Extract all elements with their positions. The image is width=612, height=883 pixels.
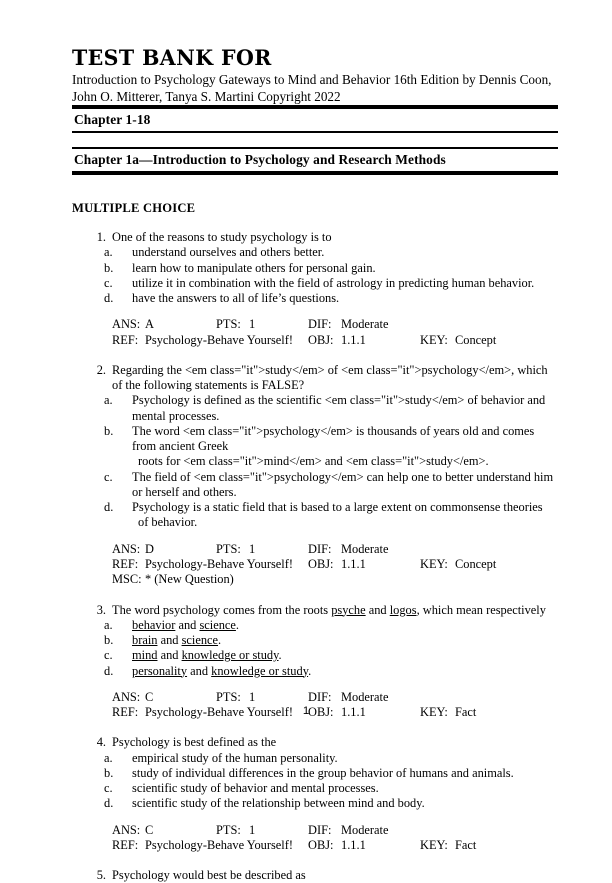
ref-value: Psychology-Behave Yourself!	[145, 705, 293, 720]
msc-label: MSC:	[112, 572, 142, 587]
obj-label: OBJ:	[308, 705, 334, 720]
question-stem	[72, 735, 558, 750]
question-number: 5.	[96, 868, 106, 883]
key-value: Concept	[455, 556, 497, 571]
pts-label: PTS:	[216, 689, 241, 704]
metadata-row-ans	[112, 317, 558, 332]
question-stem-text: The word psychology comes from the roots psyche and logos, which mean respectively	[112, 602, 546, 617]
option-letter: c.	[104, 648, 113, 663]
question-stem	[72, 363, 558, 394]
option-item[interactable]	[72, 664, 558, 679]
option-item[interactable]	[72, 618, 558, 633]
dif-value: Moderate	[341, 689, 389, 704]
dif-value: Moderate	[341, 822, 389, 837]
msc-value: * (New Question)	[145, 572, 234, 587]
option-item[interactable]	[72, 261, 558, 276]
option-text-continued: roots for <em class="it">mind</em> and <em class="it">study</em>.	[138, 454, 489, 469]
option-item[interactable]	[72, 291, 558, 306]
dif-label: DIF:	[308, 689, 332, 704]
document-subtitle: Introduction to Psychology Gateways to Mind and Behavior 16th Edition by Dennis Coon, John O. Mitterer, Tanya S. Martini Copyright 2022	[72, 71, 552, 104]
option-list	[72, 245, 558, 306]
option-list	[72, 618, 558, 679]
question-list	[72, 230, 558, 883]
option-letter: b.	[104, 765, 114, 780]
option-text: scientific study of behavior and mental processes.	[132, 781, 379, 796]
question-number: 1.	[96, 230, 106, 245]
option-text: empirical study of the human personality.	[132, 750, 338, 765]
question-number: 3.	[96, 602, 106, 617]
option-letter: d.	[104, 663, 114, 678]
metadata-row-ref	[112, 838, 558, 853]
option-letter: a.	[104, 393, 113, 408]
metadata-row-ans	[112, 542, 558, 557]
ref-label: REF:	[112, 705, 139, 720]
option-text: brain and science.	[132, 633, 222, 647]
ans-label: ANS:	[112, 317, 141, 332]
ans-value: C	[145, 822, 154, 837]
option-item[interactable]	[72, 470, 558, 501]
metadata-row-ref	[112, 333, 558, 348]
question-stem	[72, 603, 558, 618]
option-letter: b.	[104, 633, 114, 647]
option-text: behavior and science.	[132, 617, 240, 632]
question-spacer	[72, 720, 558, 735]
ref-value: Psychology-Behave Yourself!	[145, 332, 293, 347]
obj-label: OBJ:	[308, 556, 334, 571]
ans-label: ANS:	[112, 689, 141, 704]
question	[72, 363, 558, 588]
pts-label: PTS:	[216, 317, 241, 332]
ans-value: D	[145, 541, 154, 556]
chapter-range-heading: Chapter 1-18	[74, 112, 151, 128]
option-letter: d.	[104, 291, 114, 306]
option-text: The word <em class="it">psychology</em> is thousands of years old and comes from ancient Greek	[132, 423, 535, 454]
question-stem-text: Psychology would best be described as	[112, 868, 306, 883]
option-list	[72, 751, 558, 812]
ref-label: REF:	[112, 332, 139, 347]
option-text: personality and knowledge or study.	[132, 663, 312, 678]
obj-value: 1.1.1	[341, 332, 366, 347]
key-value: Fact	[455, 837, 477, 852]
option-item[interactable]	[72, 393, 558, 424]
pts-value: 1	[249, 541, 256, 556]
question	[72, 868, 558, 883]
rule-thick-below-chapter	[72, 171, 558, 175]
option-text: Psychology is defined as the scientific <em class="it">study</em> of behavior and mental processes.	[132, 393, 546, 423]
obj-value: 1.1.1	[341, 837, 366, 852]
option-item[interactable]	[72, 500, 558, 531]
option-letter: c.	[104, 469, 113, 484]
question-metadata	[72, 317, 558, 348]
question-stem-text: Psychology is best defined as the	[112, 735, 277, 750]
document-title: TEST BANK FOR	[72, 44, 272, 71]
option-item[interactable]	[72, 796, 558, 811]
pts-value: 1	[249, 822, 256, 837]
rule-spacer	[72, 133, 558, 147]
question-spacer	[72, 853, 558, 868]
obj-value: 1.1.1	[341, 705, 366, 720]
key-label: KEY:	[420, 332, 448, 347]
pts-label: PTS:	[216, 822, 241, 837]
section-heading: MULTIPLE CHOICE	[72, 201, 196, 216]
pts-label: PTS:	[216, 541, 241, 556]
ref-label: REF:	[112, 556, 139, 571]
option-text: utilize it in combination with the field of astrology in predicting human behavior.	[132, 275, 535, 290]
ref-label: REF:	[112, 837, 139, 852]
option-letter: c.	[104, 275, 113, 290]
question-number: 4.	[96, 735, 106, 750]
option-item[interactable]	[72, 424, 558, 470]
option-item[interactable]	[72, 245, 558, 260]
ref-value: Psychology-Behave Yourself!	[145, 556, 293, 571]
option-text: scientific study of the relationship between mind and body.	[132, 796, 425, 811]
option-text: study of individual differences in the group behavior of humans and animals.	[132, 765, 514, 780]
option-text: have the answers to all of life’s questions.	[132, 291, 340, 306]
option-text: learn how to manipulate others for personal gain.	[132, 260, 376, 275]
option-text: The field of <em class="it">psychology</em> can help one to better understand him or herself and others.	[132, 469, 554, 499]
ans-value: C	[145, 689, 154, 704]
dif-value: Moderate	[341, 541, 389, 556]
key-label: KEY:	[420, 705, 448, 720]
question-stem-text: Regarding the <em class="it">study</em> of <em class="it">psychology</em>, which of the following statements is FALSE?	[112, 362, 548, 393]
option-item[interactable]	[72, 751, 558, 766]
question-metadata	[72, 823, 558, 854]
pts-value: 1	[249, 689, 256, 704]
metadata-row-ans	[112, 823, 558, 838]
question-stem-text: One of the reasons to study psychology is to	[112, 230, 332, 245]
option-letter: a.	[104, 245, 113, 260]
question	[72, 230, 558, 348]
ref-value: Psychology-Behave Yourself!	[145, 837, 293, 852]
dif-value: Moderate	[341, 317, 389, 332]
option-letter: d.	[104, 500, 114, 515]
option-letter: a.	[104, 750, 113, 765]
ans-label: ANS:	[112, 541, 141, 556]
metadata-row-ref	[112, 557, 558, 572]
option-item[interactable]	[72, 648, 558, 663]
option-item[interactable]	[72, 766, 558, 781]
ans-label: ANS:	[112, 822, 141, 837]
obj-value: 1.1.1	[341, 556, 366, 571]
option-letter: b.	[104, 423, 114, 438]
option-item[interactable]	[72, 276, 558, 291]
option-item[interactable]	[72, 781, 558, 796]
key-label: KEY:	[420, 556, 448, 571]
key-value: Concept	[455, 332, 497, 347]
key-value: Fact	[455, 705, 477, 720]
option-letter: c.	[104, 781, 113, 796]
option-text-continued: of behavior.	[138, 515, 198, 530]
question-spacer	[72, 348, 558, 363]
metadata-row-ans	[112, 690, 558, 705]
option-letter: a.	[104, 617, 113, 632]
question-number: 2.	[96, 362, 106, 377]
option-text: Psychology is a static field that is based to a large extent on commonsense theories	[132, 500, 543, 515]
metadata-row-msc	[112, 572, 558, 587]
option-letter: d.	[104, 796, 114, 811]
ans-value: A	[145, 317, 154, 332]
pts-value: 1	[249, 317, 256, 332]
dif-label: DIF:	[308, 541, 332, 556]
question-metadata	[72, 542, 558, 588]
question	[72, 603, 558, 721]
obj-label: OBJ:	[308, 837, 334, 852]
option-item[interactable]	[72, 633, 558, 648]
question-stem	[72, 868, 558, 883]
key-label: KEY:	[420, 837, 448, 852]
obj-label: OBJ:	[308, 332, 334, 347]
page-content	[72, 46, 558, 883]
page-number: 1	[302, 705, 310, 717]
question	[72, 735, 558, 853]
option-letter: b.	[104, 260, 114, 275]
option-text: mind and knowledge or study.	[132, 648, 282, 663]
question-spacer	[72, 588, 558, 603]
option-list	[72, 393, 558, 530]
dif-label: DIF:	[308, 822, 332, 837]
question-stem	[72, 230, 558, 245]
chapter-heading: Chapter 1a—Introduction to Psychology and Research Methods	[74, 151, 446, 167]
option-text: understand ourselves and others better.	[132, 245, 325, 260]
dif-label: DIF:	[308, 317, 332, 332]
